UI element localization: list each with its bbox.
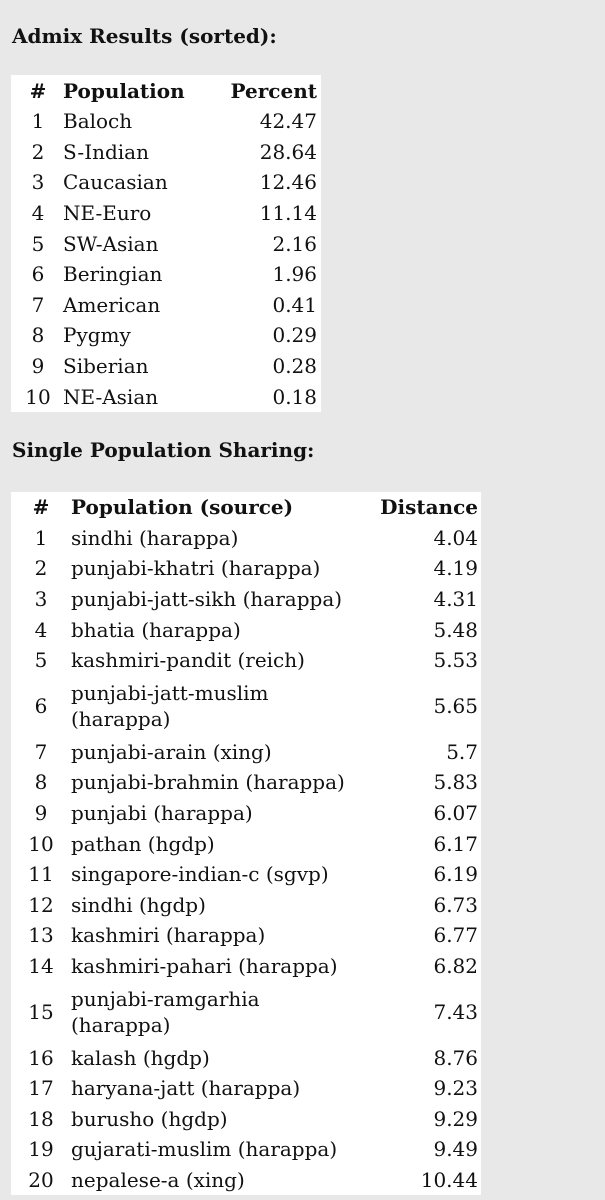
distance-value: 6.77 [433, 923, 478, 948]
table-row [11, 1165, 481, 1196]
row-number: 4 [31, 201, 45, 226]
table-row [11, 553, 481, 584]
percent-value: 42.47 [259, 109, 317, 134]
population-name: kashmiri (harappa) [71, 923, 266, 948]
population-name [71, 676, 371, 737]
table-row [11, 290, 321, 321]
population-name-line-2: (harappa) [71, 1012, 171, 1037]
row-number: 14 [28, 954, 54, 979]
percent-value: 0.29 [272, 323, 317, 348]
column-header-number: # [32, 495, 50, 520]
column-header-population-source: Population (source) [71, 495, 294, 520]
distance-value: 5.7 [446, 739, 478, 764]
percent-value: 2.16 [272, 231, 317, 256]
table-row [11, 1073, 481, 1104]
row-number: 12 [28, 892, 54, 917]
population-name: burusho (hgdp) [71, 1106, 228, 1131]
row-number: 2 [31, 139, 45, 164]
table-header-row [11, 75, 321, 106]
table-row [11, 351, 321, 382]
row-number: 6 [31, 262, 45, 287]
table-row [11, 381, 321, 412]
population-sharing-heading: Single Population Sharing: [12, 438, 315, 462]
table-row [11, 890, 481, 921]
row-number: 1 [31, 109, 45, 134]
population-name: bhatia (harappa) [71, 617, 241, 642]
population-name: pathan (hgdp) [71, 831, 215, 856]
row-number: 4 [34, 617, 48, 642]
table-row [11, 798, 481, 829]
population-sharing-table [11, 492, 481, 1195]
population-name: punjabi (harappa) [71, 801, 253, 826]
table-row [11, 1104, 481, 1135]
row-number: 6 [34, 694, 48, 719]
distance-value: 9.23 [433, 1076, 478, 1101]
population-name: Pygmy [63, 323, 131, 348]
row-number: 13 [28, 923, 54, 948]
population-name-line-2: (harappa) [71, 707, 171, 732]
population-name: SW-Asian [63, 231, 159, 256]
table-row [11, 198, 321, 229]
table-row [11, 584, 481, 615]
admix-results-heading: Admix Results (sorted): [12, 24, 277, 48]
distance-value: 5.83 [433, 770, 478, 795]
table-row [11, 951, 481, 982]
row-number: 18 [28, 1106, 54, 1131]
population-name: punjabi-brahmin (harappa) [71, 770, 345, 795]
population-name: kashmiri-pahari (harappa) [71, 954, 338, 979]
table-row [11, 1134, 481, 1165]
population-name: NE-Asian [63, 384, 159, 409]
population-name: NE-Euro [63, 201, 152, 226]
table-row [11, 320, 321, 351]
population-name: haryana-jatt (harappa) [71, 1076, 301, 1101]
distance-value: 5.48 [433, 617, 478, 642]
distance-value: 6.07 [433, 801, 478, 826]
distance-value: 10.44 [420, 1167, 478, 1192]
admix-results-table [11, 75, 321, 412]
population-name: gujarati-muslim (harappa) [71, 1137, 338, 1162]
distance-value: 6.17 [433, 831, 478, 856]
column-header-percent: Percent [230, 78, 317, 103]
population-name-line-1: punjabi-jatt-muslim [71, 681, 269, 706]
row-number: 3 [34, 587, 48, 612]
table-row [11, 676, 481, 737]
distance-value: 9.49 [433, 1137, 478, 1162]
percent-value: 12.46 [259, 170, 317, 195]
population-name: nepalese-a (xing) [71, 1167, 245, 1192]
percent-value: 11.14 [259, 201, 317, 226]
population-name-line-1: punjabi-ramgarhia [71, 986, 260, 1011]
percent-value: 28.64 [259, 139, 317, 164]
admix-table-body [11, 106, 321, 412]
table-row [11, 859, 481, 890]
population-name [71, 981, 371, 1042]
row-number: 5 [34, 648, 48, 673]
row-number: 2 [34, 556, 48, 581]
sharing-table-body [11, 523, 481, 1196]
distance-value: 8.76 [433, 1045, 478, 1070]
table-row [11, 920, 481, 951]
row-number: 5 [31, 231, 45, 256]
table-row [11, 645, 481, 676]
percent-value: 0.41 [272, 292, 317, 317]
percent-value: 0.18 [272, 384, 317, 409]
distance-value: 9.29 [433, 1106, 478, 1131]
table-row [11, 981, 481, 1042]
distance-value: 6.73 [433, 892, 478, 917]
row-number: 19 [28, 1137, 54, 1162]
row-number: 16 [28, 1045, 54, 1070]
table-row [11, 137, 321, 168]
row-number: 11 [28, 862, 54, 887]
table-row [11, 1042, 481, 1073]
table-row [11, 167, 321, 198]
distance-value: 4.19 [433, 556, 478, 581]
row-number: 9 [31, 354, 45, 379]
population-name: Beringian [63, 262, 163, 287]
distance-value: 4.04 [433, 525, 478, 550]
row-number: 8 [34, 770, 48, 795]
column-header-number: # [29, 78, 47, 103]
row-number: 7 [34, 739, 48, 764]
distance-value: 5.53 [433, 648, 478, 673]
population-name: Baloch [63, 109, 133, 134]
population-name: sindhi (harappa) [71, 525, 239, 550]
population-name: Siberian [63, 354, 149, 379]
distance-value: 4.31 [433, 587, 478, 612]
column-header-distance: Distance [380, 495, 478, 520]
table-row [11, 828, 481, 859]
table-row [11, 737, 481, 768]
population-name: American [63, 292, 161, 317]
table-row [11, 767, 481, 798]
population-name: Caucasian [63, 170, 168, 195]
row-number: 15 [28, 999, 54, 1024]
row-number: 7 [31, 292, 45, 317]
population-name: kalash (hgdp) [71, 1045, 210, 1070]
row-number: 10 [28, 831, 54, 856]
row-number: 17 [28, 1076, 54, 1101]
population-name: punjabi-arain (xing) [71, 739, 272, 764]
population-name: sindhi (hgdp) [71, 892, 206, 917]
population-name: punjabi-jatt-sikh (harappa) [71, 587, 343, 612]
table-row [11, 523, 481, 554]
percent-value: 0.28 [272, 354, 317, 379]
row-number: 3 [31, 170, 45, 195]
column-header-population: Population [63, 78, 185, 103]
table-row [11, 228, 321, 259]
row-number: 1 [34, 525, 48, 550]
row-number: 10 [25, 384, 51, 409]
row-number: 8 [31, 323, 45, 348]
distance-value: 6.82 [433, 954, 478, 979]
population-name: singapore-indian-c (sgvp) [71, 862, 329, 887]
table-header-row [11, 492, 481, 523]
population-name: kashmiri-pandit (reich) [71, 648, 305, 673]
table-row [11, 106, 321, 137]
row-number: 20 [28, 1167, 54, 1192]
population-name: punjabi-khatri (harappa) [71, 556, 321, 581]
distance-value: 5.65 [433, 694, 478, 719]
distance-value: 7.43 [433, 999, 478, 1024]
percent-value: 1.96 [272, 262, 317, 287]
row-number: 9 [34, 801, 48, 826]
table-row [11, 614, 481, 645]
population-name: S-Indian [63, 139, 149, 164]
distance-value: 6.19 [433, 862, 478, 887]
table-row [11, 259, 321, 290]
